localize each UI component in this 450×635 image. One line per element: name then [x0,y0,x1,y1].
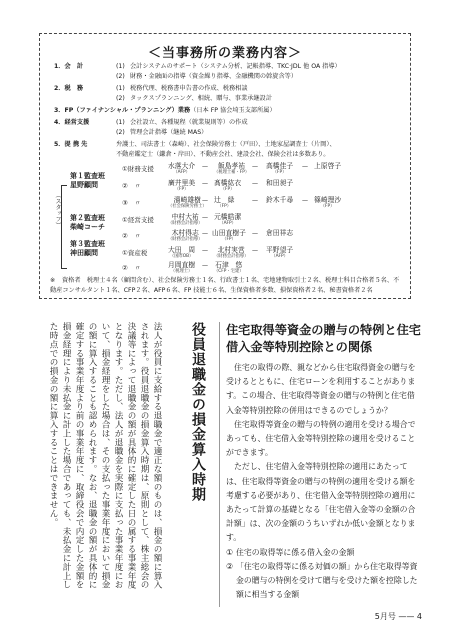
list-item: ① 住宅の取得等に係る借入金の金額 [226,547,355,557]
staff-category: ①財務支援 [122,165,154,173]
staff-name: 倉田祥志 [266,229,294,237]
staff-name: 山田直樹子 （FP） [212,229,246,242]
staff-category: ①資産税 [122,249,148,257]
staff-category: ② 〃 [122,264,141,272]
service-line: (2) 財務・金融面の指導（資金繰り指導、金融機関の斡旋含等） [116,73,298,80]
service-line: 5．提 携 先 弁護士、司法書士（森崎）、社会保険労務士（戸田）、土地家屋調査士（片岡）、 [54,141,336,148]
staff-category: ② 〃 [122,232,141,240]
housing-article-body [226,361,421,602]
staff-name: 月岡直樹 （税理士） [168,261,196,274]
staff-label: （スタッフ） [54,192,61,228]
service-line: 不動産鑑定士（鎌倉・岸田）、不動産会社、建設会社、保険会社は多数あり。 [116,151,330,158]
department-1: 第１監査班 星野顧問 [70,172,105,189]
staff-name: 大田 周 （国際OB） [168,246,196,259]
staff-name: 高橋佳子 （FP） [266,162,294,175]
housing-article-title: 住宅取得等資金の贈与の特例と住宅借入金等特別控除との関係 [226,323,421,354]
staff-name: 廣井里美 （FP） [168,179,196,192]
service-line: 3．FP（ファイナンシャル・プランニング）業務（日本 FP 協会埼玉支部所属） [54,107,276,114]
paragraph: 住宅の取得の際、親などから住宅取得資金の贈与を受けるとともに、住宅ローンを利用することがあります。この場合、住宅取得等資金の贈与の特例と住宅借入金等特別控除の併用はできるのでしょうか？ [226,363,416,415]
service-line: 4．経営支援 (1) 会社設立、各種規程（就業規則等）の作成 [54,119,248,126]
staff-name: 上原啓子 [314,162,342,170]
services-title: ＜当事務所の業務内容＞ [147,46,302,61]
retirement-article-title: 役員退職金の損金算入時期 [190,322,206,502]
paragraph: ただし、住宅借入金等特別控除の適用にあたっては、住宅取得等資金の贈与の特例の適用を受ける額を考慮する必要があり、住宅借入金等特別控除の適用にあたって計算の基礎となる「住宅借入金等の金額の合計額」は、次の金額のうちいずれか低い金額となります。 [226,462,416,543]
staff-name: 中村大祐 （財務会計指導） [168,213,203,226]
service-line: 1．会 計 (1) 会計システムのサポート（システム分析、記帳指導、TKC·JDL 他 OA 指導） [54,63,341,70]
staff-category: ③ 〃 [122,199,141,207]
staff-name: 篠崎理沙 （FP） [314,196,342,209]
department-2: 第２監査班 柴崎コーチ [70,214,105,231]
staff-name: 和田昶子 [266,179,294,187]
staff-name: 平野望子 （AFP） [266,246,294,259]
staff-category: ①経営支援 [122,216,154,224]
list-item: ② 「住宅の取得等に係る対価の額」から住宅取得等資金の贈与の特例を受けて贈与を受けた額を控除した額に相当する金額 [226,561,418,600]
staff-name: 水落大介 （AFP） [168,162,196,175]
staff-name: 石津 悠 （CFP・宅建） [214,261,244,274]
retirement-article-body: 法人が役員に支給する退職金で適正な額のものは、損金の額に算入されます。役員退職金の損金算入時期は、原則として、株主総会の決議等によって退職金の額が具体的に確定した日の属する事業年度となります。ただし、法人が退職金を実際に支払った事業年度において、損金経理をした場合は、その支払った事業年度において損金の額に算入することも認められます。なお、退職金の額が具体的に確定する事業年度より前の事業年度に、取締役会で内定した金額を損金経理により未払金に計上した場合であっても、未払金に計上した時点での損金の額に算入することはできません。 [48,322,162,589]
staff-name: 北村実営 （財務会計指導） [214,246,249,259]
department-3: 第３監査班 神田顧問 [70,240,105,257]
staff-name: 元橋皓潔 （AFP） [214,213,242,226]
qualifications: ※ 資格者 税理士４名（顧問含む）、社会保険労務士１名、行政書士１名、宅地建物取引士２名、税理士科目合格者５名、不動産コンサルタント１名、CFP２名、AFP６名、FP 技能士６名、生保資格者多数、損保資格者２名、秘書資格者２名 [50,277,400,294]
staff-name: 辻 緑 （FP） [214,196,235,209]
staff-name: 髙橋紘衣 （FP） [214,179,242,192]
staff-name: 飯島孝祐 （税理士補・FP） [214,162,250,175]
service-line: 2．税 務 (1) 税務代理、税務書申告書の作成、税務相談 [54,85,248,92]
services-box: ＜当事務所の業務内容＞ 1．会 計 (1) 会計システムのサポート（システム分析、記帳指導、TKC·JDL 他 OA 指導） (2) 財務・金融面の指導（資金繰り指導、金融機関の斡旋含等） 2．税 務 (1) 税務代理、税務書申告書の作成、税務相談 (2) タックスプランニング、相続、贈与、事業承継設計 3．FP（ファイナンシャル・プランニング）業務（日本 FP 協会埼玉支部所属） 4．経営支援 (1) 会社設立、各種規程（就業規則等）の作成 (2) 管理会計指導（継続 MAS） 5．提 携 先 弁護士、司法書士（森崎）、社会保険労務士（戸田）、土地家屋調査士（片岡）、 不動産鑑定士（鎌倉・岸田）、不動産会社、建設会社、保険会社は多数あり。 （スタッフ） 第１監査班 星野顧問 第２監査班 柴崎コーチ 第３監査班 神田顧問 ①財務支援 水落大介 （AFP） — 飯島孝祐 （税理士補・FP） — 高橋佳子 （FP） — 上原啓子 ② 〃 廣井里美 （FP） — 髙橋紘衣 （FP） — 和田昶子 ③ 〃 濱崎雄樹 （社会保険労務士） — 辻 緑 （FP） — 鈴木千尋 — 篠崎理沙 （FP） ①経営支援 中村大祐 （財務会計指導） — 元橋皓潔 （AFP） ② 〃 木村得志 （財務会計指導） — 山田直樹子 （FP） — 倉田祥志 ①資産税 大田 周 （国際OB） — 北村実営 （財務会計指導） — 平野望子 （AFP） ② 〃 月岡直樹 （税理士） — 石津 悠 （CFP・宅建） ※ 資格者 税理士４名（顧問含む）、社会保険労務士１名、行政書士１名、宅地建物取引士２名、税理士科目合格者５名、不動産コンサルタント１名、CFP２名、AFP６名、FP 技能士６名、生保資格者多数、損保資格者２名、秘書資格者２名 [39,33,411,299]
staff-category: ② 〃 [122,182,141,190]
staff-bracket [61,185,67,269]
page-footer: 5月号 —— 4 [374,612,422,621]
staff-name: 鈴木千尋 [266,196,294,204]
service-line: (2) タックスプランニング、相続、贈与、事業承継設計 [116,95,272,102]
service-line: (2) 管理会計指導（継続 MAS） [116,129,208,136]
staff-name: 濱崎雄樹 （社会保険労務士） [168,196,207,209]
staff-name: 木村得志 （財務会計指導） [168,229,203,242]
paragraph: 住宅取得等資金の贈与の特例の適用を受ける場合であっても、住宅借入金等特別控除の適用を受けることができます。 [226,419,416,458]
column-divider [219,322,220,607]
